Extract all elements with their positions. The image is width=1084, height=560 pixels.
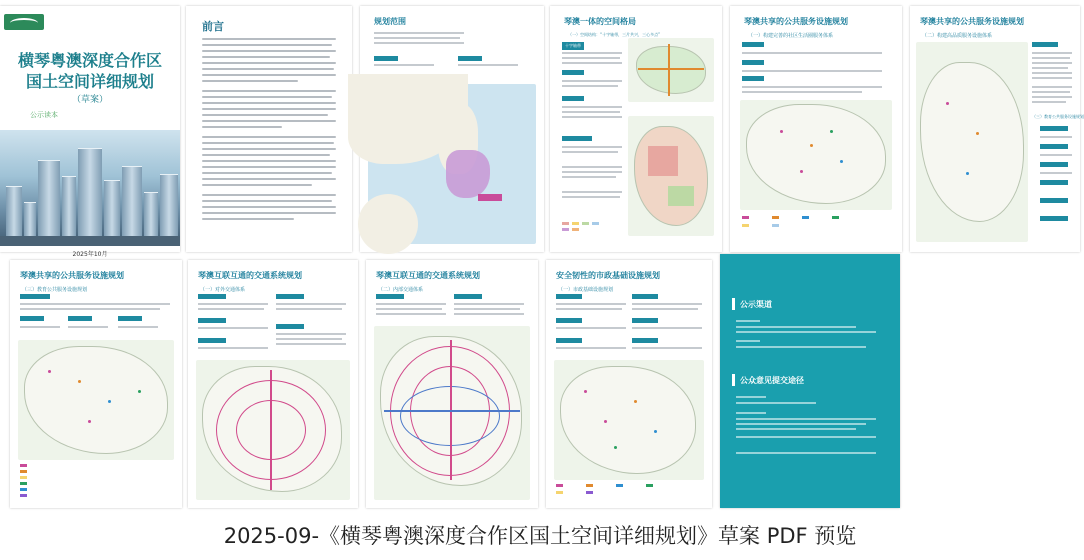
cover-title-line1: 横琴粤澳深度合作区: [17, 51, 162, 70]
cover-date: 2025年10月: [72, 251, 108, 258]
preface-page[interactable]: [186, 6, 352, 252]
city-skyline-image: [0, 130, 180, 246]
land-use-map: [628, 116, 714, 236]
publicity-channels-heading: 公示渠道: [740, 300, 772, 309]
section-subtitle: （三）教育公共服务设施规划: [1032, 114, 1084, 119]
preface-title: 前言: [202, 20, 224, 33]
tag-label: 十字轴带: [562, 42, 584, 50]
cover-subtitle: （草案）: [71, 95, 108, 105]
utilities-page[interactable]: [546, 260, 712, 508]
page-subtitle: （一）市政基础设施规划: [558, 287, 614, 293]
external-transport-map: [196, 360, 350, 500]
page-title: 琴澳共享的公共服务设施规划: [920, 17, 1024, 26]
page-title: 琴澳互联互通的交通系统规划: [198, 271, 302, 280]
logo-icon: [4, 14, 44, 30]
planning-scope-map: [368, 84, 536, 244]
page-subtitle: （一）对外交通体系: [200, 287, 246, 293]
legend-box: [478, 194, 502, 201]
page-title: 琴澳一体的空间格局: [564, 17, 636, 26]
page-subtitle: （三）教育公共服务设施规划: [22, 287, 88, 293]
public-opinion-heading: 公众意见提交途径: [740, 376, 804, 385]
page-subtitle: （二）内部交通体系: [378, 287, 424, 293]
spatial-structure-map: [628, 38, 714, 102]
utilities-map: [554, 360, 704, 480]
cover-page[interactable]: [0, 6, 180, 258]
public-services-page-2[interactable]: [910, 6, 1084, 252]
contact-page[interactable]: [720, 254, 900, 508]
page-subtitle: （一）空间结构：“十字轴带，三片共兴，三心多点”: [568, 32, 661, 37]
internal-transport-map: [374, 326, 530, 500]
preview-caption: 2025-09-《横琴粤澳深度合作区国土空间详细规划》草案 PDF 预览: [223, 524, 857, 548]
cover-title: [0, 50, 180, 92]
page-subtitle: （一）构建完善的社区生活圈服务体系: [748, 33, 834, 39]
page-subtitle: （二）构建高品质服务设施体系: [922, 33, 993, 39]
public-services-page-1[interactable]: [730, 6, 902, 252]
service-map: [916, 42, 1028, 242]
page-title: 安全韧性的市政基础设施规划: [556, 271, 660, 280]
page-title: 琴澳共享的公共服务设施规划: [744, 17, 848, 26]
page-title: 琴澳互联互通的交通系统规划: [376, 271, 480, 280]
education-facility-map: [18, 340, 174, 460]
page-title: 琴澳共享的公共服务设施规划: [20, 271, 124, 280]
spatial-pattern-page[interactable]: [550, 6, 722, 252]
cover-title-line2: 国土空间详细规划: [25, 72, 154, 91]
public-services-page-3[interactable]: [10, 260, 182, 508]
cover-version: 公示读本: [30, 111, 58, 119]
service-map: [740, 100, 892, 210]
transport-page-2[interactable]: [366, 260, 538, 508]
transport-page-1[interactable]: [188, 260, 358, 508]
page-title: 规划范围: [374, 17, 406, 26]
planning-scope-page[interactable]: [360, 6, 544, 252]
